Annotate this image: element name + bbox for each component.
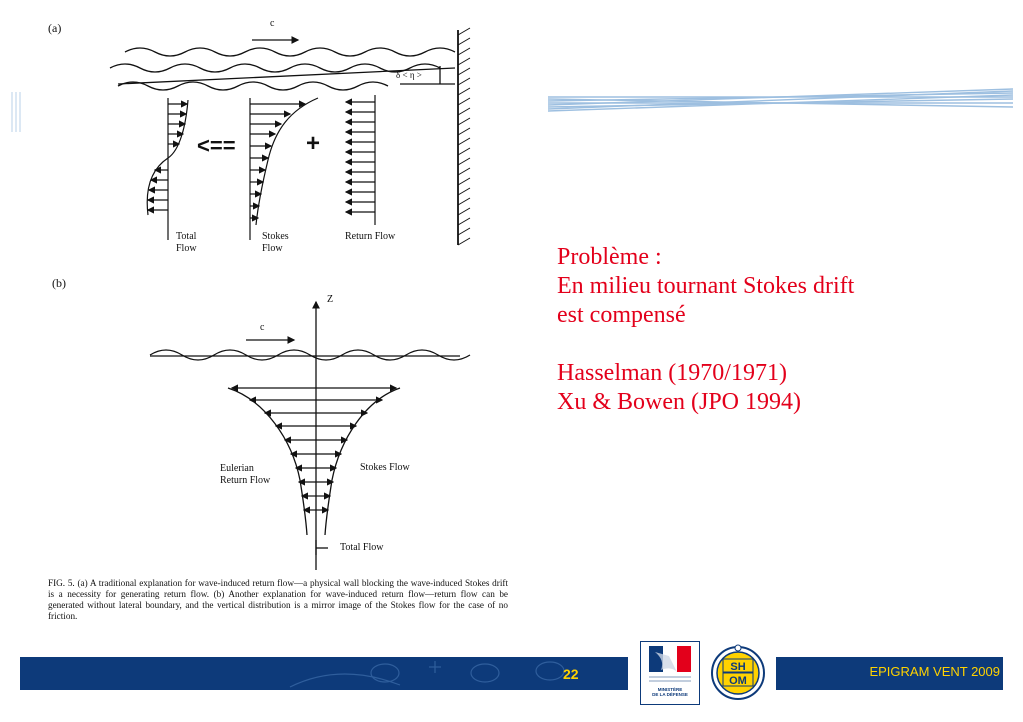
ministry-line2: DE LA DÉFENSE [652,692,688,697]
return-flow-label-a: Return Flow [345,231,396,242]
stokes-flow-line2: Flow [262,243,283,254]
problem-line-2: En milieu tournant Stokes drift [557,273,855,299]
footer-bar-left [20,657,628,690]
stokes-flow-line1: Stokes [262,231,289,242]
total-flow-label-b: Total Flow [340,542,384,553]
ministry-defense-logo [640,641,700,705]
implies-arrow: <== [197,133,236,158]
problem-heading: Problème : [557,244,662,270]
eulerian-line2: Return Flow [220,475,271,486]
problem-statement [557,243,977,417]
panel-a-label: (a) [48,21,62,35]
reference-hasselman: Hasselman (1970/1971) [557,360,787,386]
event-label: EPIGRAM VENT 2009 [869,664,1000,679]
shom-logo [706,643,770,701]
z-axis-label: Z [327,294,334,305]
figure-caption: FIG. 5. (a) A traditional explanation for wave-induced return flow—a physical wall blocking the wave-induced Stokes drift is a necessity for generating return flow. (b) Another explanation for wave-induced return flow—return flow can be generated without lateral boundary, and the vertical distribution is a mirror image of the Stokes flow for the case of no friction. [48,578,508,621]
total-flow-line2: Flow [176,243,197,254]
spacer [557,330,977,359]
panel-b-label: (b) [52,276,66,290]
shom-text-bottom: OM [729,675,747,687]
plus-symbol: + [306,130,321,157]
delta-label: δ < η > [396,70,422,80]
total-flow-label-a [176,231,197,255]
total-flow-line1: Total [176,231,197,242]
ministry-line1: MINISTÈRE [657,687,683,692]
figure-drawing [0,0,540,640]
decorative-wave-stripe [548,87,1013,113]
wave-speed-label-a: c [270,18,275,29]
wave-return-flow-figure [0,0,540,640]
shom-text-top: SH [730,661,746,673]
wave-speed-label-b: c [260,322,265,333]
page-number: 22 [563,666,579,682]
reference-xu-bowen: Xu & Bowen (JPO 1994) [557,389,801,415]
eulerian-line1: Eulerian [220,463,254,474]
problem-line-3: est compensé [557,302,686,328]
stokes-flow-label-b: Stokes Flow [360,462,410,473]
eulerian-return-flow-label [220,463,270,487]
stokes-flow-label-a [262,231,289,255]
